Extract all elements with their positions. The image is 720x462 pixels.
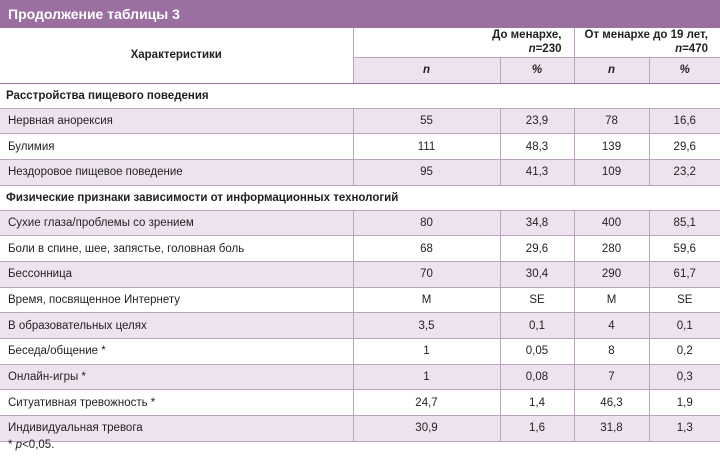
table-title: Продолжение таблицы 3 (0, 0, 720, 28)
cell-pct-before: 48,3 (500, 134, 574, 160)
row-label: Индивидуальная тревога (0, 416, 353, 442)
cell-pct-before: 23,9 (500, 108, 574, 134)
table-row (0, 159, 720, 185)
cell-pct-after: 0,1 (649, 313, 720, 339)
table-row (0, 210, 720, 236)
section-title: Расстройства пищевого поведения (0, 83, 720, 108)
section-row (0, 83, 720, 108)
cell-n-after: 4 (574, 313, 649, 339)
subheader-pct-1: % (500, 57, 574, 83)
cell-pct-after: 29,6 (649, 134, 720, 160)
cell-n-before: 30,9 (353, 416, 500, 442)
cell-pct-after: 1,9 (649, 390, 720, 416)
cell-n-after: 7 (574, 364, 649, 390)
cell-n-before: 55 (353, 108, 500, 134)
data-table (0, 28, 720, 442)
cell-n-before: 80 (353, 210, 500, 236)
table-body (0, 83, 720, 441)
header-group1-n-label: n (528, 43, 536, 56)
footnote-star: * (8, 439, 16, 451)
cell-pct-after: 0,3 (649, 364, 720, 390)
header-group2-n-label: n (675, 43, 683, 56)
header-group1-line1: До менархе, (492, 29, 562, 42)
header-group-before-menarche (353, 28, 574, 57)
cell-pct-before: 29,6 (500, 236, 574, 262)
row-label: Сухие глаза/проблемы со зрением (0, 210, 353, 236)
header-group1-n-value: =230 (535, 43, 562, 56)
cell-n-after: 290 (574, 261, 649, 287)
cell-n-before: 95 (353, 159, 500, 185)
row-label: Онлайн-игры * (0, 364, 353, 390)
footnote-p: p (15, 439, 23, 451)
cell-n-after: 139 (574, 134, 649, 160)
cell-n-after: 46,3 (574, 390, 649, 416)
cell-pct-before: SE (500, 287, 574, 313)
section-title: Физические признаки зависимости от информационных технологий (0, 185, 720, 210)
cell-pct-after: 0,2 (649, 339, 720, 365)
cell-pct-after: 61,7 (649, 261, 720, 287)
cell-pct-before: 1,6 (500, 416, 574, 442)
cell-n-before: 3,5 (353, 313, 500, 339)
cell-n-after: 400 (574, 210, 649, 236)
cell-n-after: 8 (574, 339, 649, 365)
table-row (0, 287, 720, 313)
cell-pct-after: 59,6 (649, 236, 720, 262)
footnote (8, 439, 54, 451)
table-row (0, 108, 720, 134)
row-label: Время, посвященное Интернету (0, 287, 353, 313)
table-row (0, 313, 720, 339)
table-row (0, 364, 720, 390)
cell-n-before: 70 (353, 261, 500, 287)
cell-n-after: 280 (574, 236, 649, 262)
cell-pct-before: 1,4 (500, 390, 574, 416)
table-row (0, 236, 720, 262)
row-label: Беседа/общение * (0, 339, 353, 365)
cell-pct-before: 34,8 (500, 210, 574, 236)
subheader-n-2: n (574, 57, 649, 83)
header-group-after-menarche (574, 28, 720, 57)
header-group2-n-value: =470 (682, 43, 708, 56)
header-characteristics: Характеристики (0, 28, 353, 83)
footnote-rest: <0,05. (22, 439, 55, 451)
row-label: В образовательных целях (0, 313, 353, 339)
row-label: Булимия (0, 134, 353, 160)
table-row (0, 390, 720, 416)
row-label: Боли в спине, шее, запястье, головная боль (0, 236, 353, 262)
cell-n-after: M (574, 287, 649, 313)
row-label: Нервная анорексия (0, 108, 353, 134)
table-row (0, 261, 720, 287)
cell-pct-after: 16,6 (649, 108, 720, 134)
cell-pct-before: 0,08 (500, 364, 574, 390)
row-label: Ситуативная тревожность * (0, 390, 353, 416)
cell-n-before: 1 (353, 339, 500, 365)
section-row (0, 185, 720, 210)
row-label: Бессонница (0, 261, 353, 287)
cell-pct-after: 85,1 (649, 210, 720, 236)
cell-pct-after: 1,3 (649, 416, 720, 442)
cell-n-before: 68 (353, 236, 500, 262)
subheader-n-1: n (353, 57, 500, 83)
cell-pct-before: 41,3 (500, 159, 574, 185)
cell-n-before: 24,7 (353, 390, 500, 416)
cell-pct-before: 0,1 (500, 313, 574, 339)
row-label: Нездоровое пищевое поведение (0, 159, 353, 185)
table-row (0, 416, 720, 442)
cell-n-after: 31,8 (574, 416, 649, 442)
subheader-pct-2: % (649, 57, 720, 83)
cell-pct-before: 0,05 (500, 339, 574, 365)
cell-n-before: 111 (353, 134, 500, 160)
table-row (0, 339, 720, 365)
cell-n-before: M (353, 287, 500, 313)
header-group2-line1: От менархе до 19 лет, (584, 29, 708, 42)
cell-pct-after: SE (649, 287, 720, 313)
cell-n-after: 109 (574, 159, 649, 185)
cell-n-before: 1 (353, 364, 500, 390)
cell-pct-before: 30,4 (500, 261, 574, 287)
table-row (0, 134, 720, 160)
cell-n-after: 78 (574, 108, 649, 134)
cell-pct-after: 23,2 (649, 159, 720, 185)
